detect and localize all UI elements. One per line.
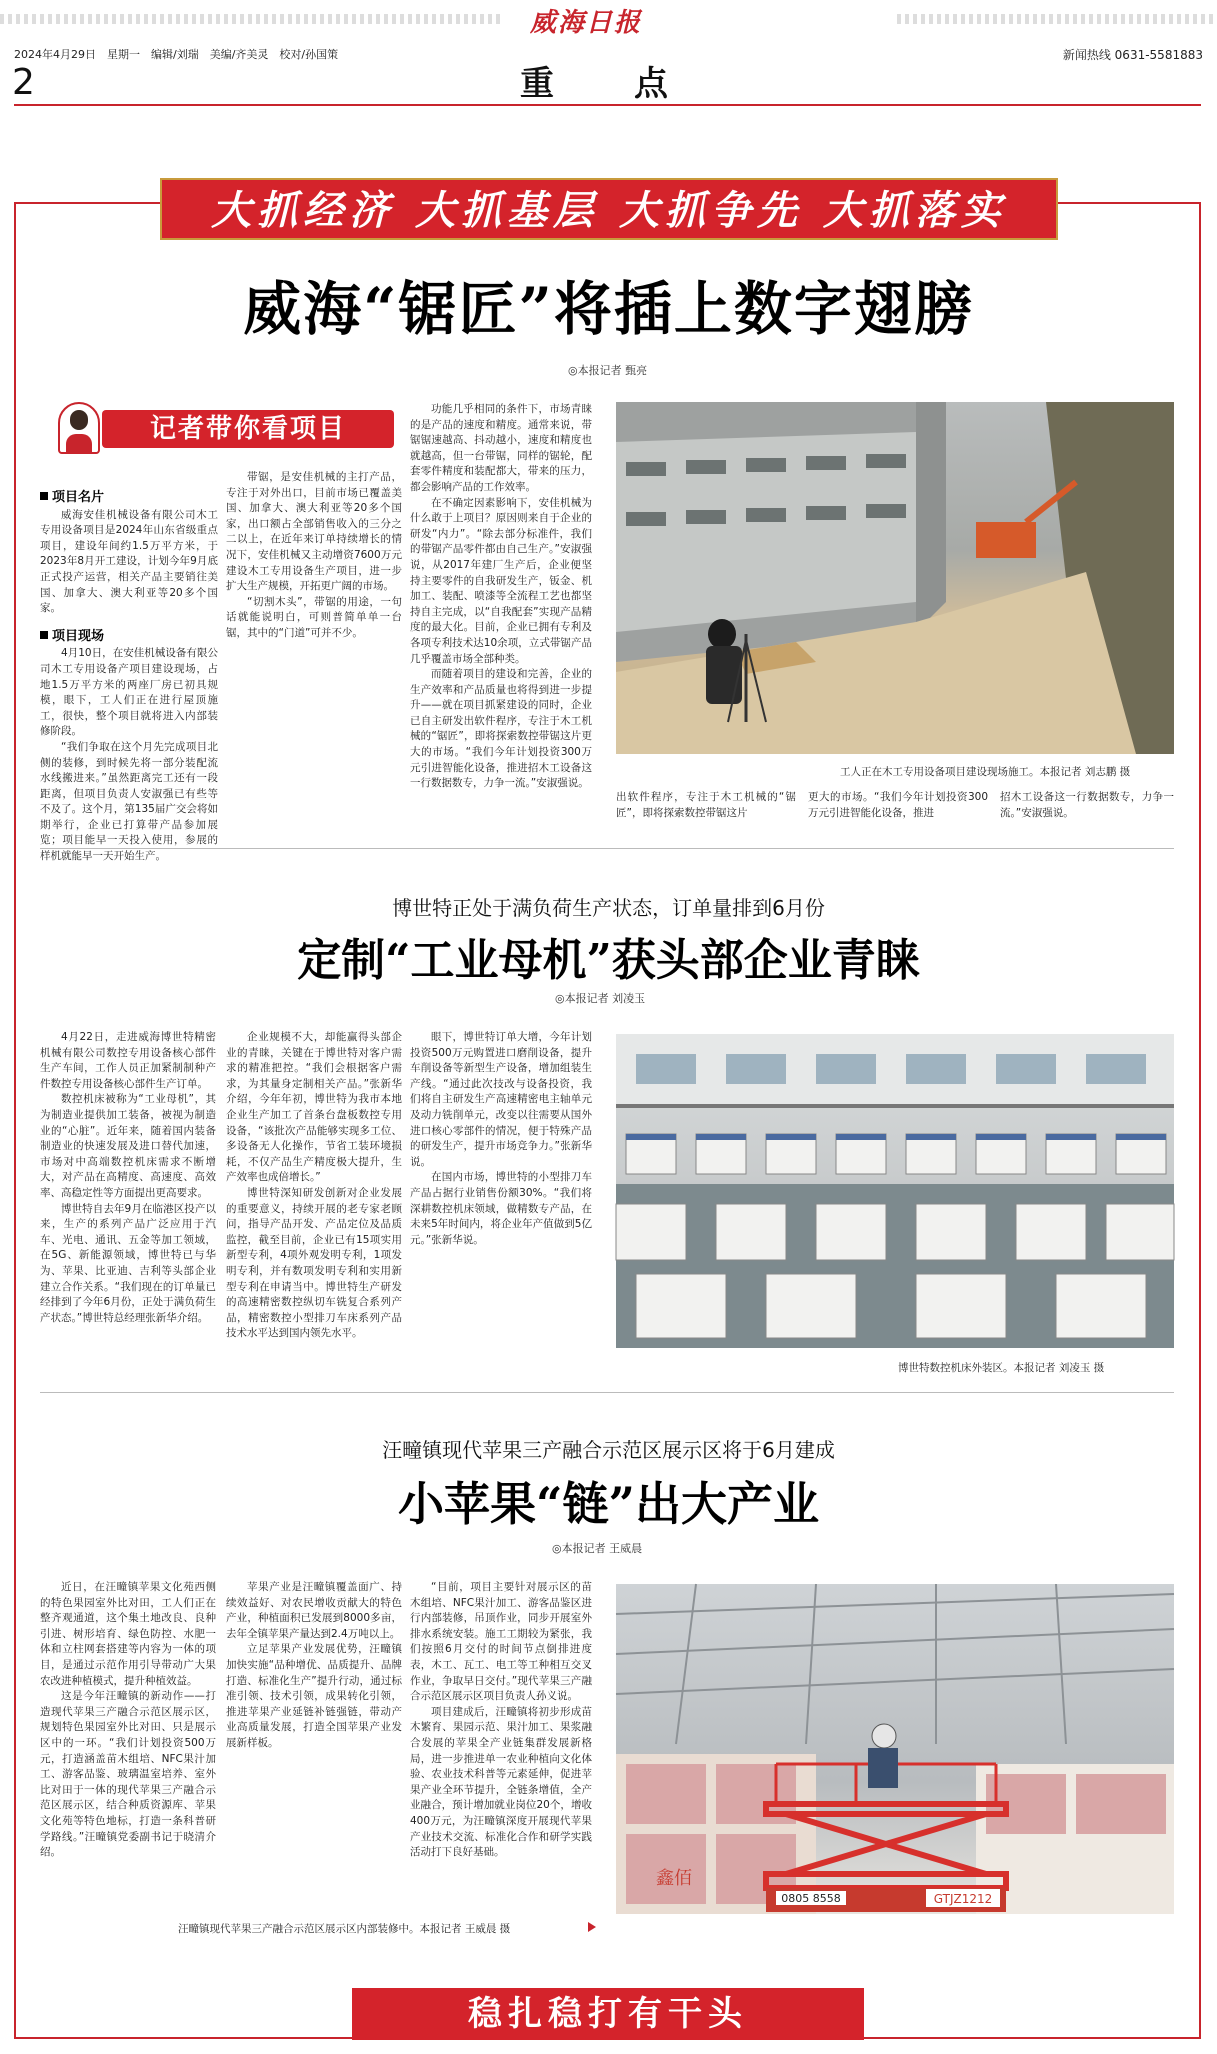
lift-phone-text: 0805 8558: [781, 1892, 841, 1905]
project-name-heading: 项目名片: [52, 490, 105, 505]
construction-site-drawing: [616, 402, 1174, 754]
article3-col1: [40, 1580, 216, 1906]
bottom-slogan-banner: 稳扎稳打有干头: [352, 1988, 864, 2040]
reporter-badge: [40, 402, 400, 454]
article1-col3: [410, 402, 592, 830]
corner-pattern-right: [897, 14, 1217, 24]
reporter-badge-label: 记者带你看项目: [102, 410, 394, 448]
paragraph: 功能几乎相同的条件下，市场青睐的是产品的速度和精度。通常来说，带锯锯速越高、抖动越小，速度和精度也就越高，但一台带锯，同样的锯轮，配套零件精度和装配都大，带来的压力，都会影响产品的工作效率。: [410, 403, 592, 493]
paragraph: “我们争取在这个月先完成项目北侧的装修，到时候先将一部分装配流水线搬进来。”虽然距离完工还有一段距离，但项目负责人安淑强已有些等不及了。这个月，第135届广交会将如期举行，企业已打算带产品参加展览；项目能早一天投入使用，参展的样机就能早一天开始生产。: [40, 740, 218, 863]
article3-photo-caption: 汪疃镇现代苹果三产融合示范区展示区内部装修中。本报记者 王威晨 摄: [178, 1923, 511, 1935]
paragraph: 博世特深知研发创新对企业发展的重要意义，持续开展的老专家老顾问，指导产品开发、产品定位及品质监控，截至目前，企业已有15项实用新型专利，4项外观发明专利，1项发明专利，并有数项发明专利和实用新型专利在申请当中。博世特生产研发的高速精密数控纵切车铣复合系列产品，精密数控小型排刀车床系列产品技术水平达到国内领先水平。: [226, 1186, 402, 1340]
date-line: 2024年4月29日 星期一 编辑/刘瑞 美编/齐美灵 校对/孙国策: [14, 48, 339, 61]
paragraph: 4月10日，在安佳机械设备有限公司木工专用设备产项目建设现场，占地1.5万平方米的两座厂房已初具规模，眼下，工人们正在进行屋顶施工，很快，整个项目就将进入内部装修阶段。: [40, 647, 218, 738]
article1-byline: ◎本报记者 甄亮: [568, 364, 648, 377]
construction-site-photo: [616, 402, 1174, 754]
article3-kicker: 汪疃镇现代苹果三产融合示范区展示区将于6月建成: [382, 1438, 835, 1462]
divider: [40, 848, 1174, 849]
caption-arrow-icon: [588, 1922, 596, 1932]
article2-title: 定制“工业母机”获头部企业青睐: [297, 935, 920, 986]
paragraph: 项目建成后，汪疃镇将初步形成苗木繁育、果园示范、果汁加工、果浆融合发展的苹果全产业链集群发展新格局，进一步推进单一农业种植向文化体验、农业技术科普等元素延伸，促进苹果产业全环节提升，全链条增值，全产业融合，预计增加就业岗位20个，增收400万元，为汪疃镇深度开展现代苹果产业技术交流、标准化合作和研学实践活动打下良好基础。: [410, 1705, 592, 1859]
page-number: 2: [12, 62, 35, 103]
paragraph: 在不确定因素影响下，安佳机械为什么敢于上项目？原因则来自于企业的研发“内力”。“除去部分标准件，我们的带锯产品零件都由自己生产。”安淑强说，从2017年建厂生产后，企业便坚持主要零件的自我研发生产，钣金、机加工、装配、喷漆等全流程工艺也都坚持自主完成，以“自我配套”实现产品精度的最大化。目前，企业已拥有专利及各项专利技术达10余项，立式带锯产品几乎覆盖市场全部种类。: [410, 496, 592, 665]
divider: [40, 1392, 1174, 1393]
paragraph: 立足苹果产业发展优势，汪疃镇加快实施“品种增优、品质提升、品牌打造、标准化生产”提升行动，通过标准引领、技术引领，成果转化引领，推进苹果产业延链补链强链，带动产业高质量发展，打造全国苹果产业发展新样板。: [226, 1643, 402, 1749]
masthead-rule: [14, 104, 1201, 106]
paragraph: 博世特自去年9月在临港区投产以来，生产的系列产品广泛应用于汽车、光电、通讯、五金等加工领域，在5G、新能源领域，博世特已与华为、苹果、比亚迪、吉利等头部企业建立合作关系。“我们现在的订单量已经排到了今年6月份，正处于满负荷生产状态。”博世特总经理张新华介绍。: [40, 1202, 216, 1324]
article2-col3: [410, 1030, 592, 1380]
article1-col2: [226, 470, 402, 830]
article3-col3: [410, 1580, 592, 1906]
paragraph: “目前，项目主要针对展示区的苗木组培、NFC果汁加工、游客品鉴区进行内部装修，吊顶作业，同步开展室外排水系统安装。施工工期较为紧张，我们按照6月交付的时间节点倒排进度表，木工、瓦工、电工等工种相互交叉作业，争取早日交付。”现代苹果三产融合示范区展示区项目负责人孙义说。: [410, 1581, 592, 1703]
paragraph: “切割木头”，带锯的用途，一句话就能说明白，可则普简单单一台锯，其中的“门道”可并不少。: [226, 595, 402, 639]
apple-demo-zone-photo: [616, 1584, 1174, 1914]
article1-title: 威海“锯匠”将插上数字翅膀: [243, 275, 974, 343]
article2-col1: [40, 1030, 216, 1380]
paragraph: 企业规模不大，却能赢得头部企业的青睐，关键在于博世特对客户需求的精准把控。“我们会根据客户需求，为其量身定制相关产品。”张新华介绍，今年年初，博世特为我市本地企业生产加工了首条台盘板数控专用设备，“该批次产品能够实现多工位、多设备无人化操作，节省工装环境损耗，不仅产品生产精度极大提升，生产效率也成倍增长。”: [226, 1031, 402, 1184]
lift-brand-text: 鑫佰: [656, 1868, 692, 1889]
article1-photo-caption: 工人正在木工专用设备项目建设现场施工。本报记者 刘志鹏 摄: [840, 766, 1131, 778]
article1-tail2: 更大的市场。“我们今年计划投资300万元引进智能化设备，推进: [808, 791, 988, 819]
article2-kicker: 博世特正处于满负荷生产状态，订单量排到6月份: [392, 896, 825, 920]
paragraph: 4月22日，走进威海博世特精密机械有限公司数控专用设备核心部件生产车间，工作人员正加紧制制种产件数控专用设备核心部件生产订单。: [40, 1031, 216, 1090]
article1-tail3: 招木工设备这一行数据数专，力争一流。”安淑强说。: [1000, 791, 1174, 819]
newspaper-logo: 威海日报: [530, 8, 643, 38]
article3-title: 小苹果“链”出大产业: [398, 1477, 819, 1531]
paragraph: 这是今年汪疃镇的新动作——打造现代苹果三产融合示范区展示区，规划特色果园室外比对田、只是展示区中的一环。“我们计划投资500万元，打造涵盖苗木组培、NFC果汁加工、游客品鉴、玻璃温室培养、室外比对田于一体的现代苹果三产融合示范区展示区，结合种质资源库、苹果文化苑等特色地标，打造一条科普研学路线。”汪疃镇党委副书记于晓清介绍。: [40, 1690, 216, 1859]
paragraph: 眼下，博世特订单大增，今年计划投资500万元购置进口磨削设备，提升车削设备等新型生产设备，增加组装生产线。“通过此次技改与设备投资，我们将自主研发生产高速精密电主轴单元及动力铣削单元，改变以往需要从国外进口核心零部件的情况，便于特殊产品的研发生产，提升市场竞争力。”张新华说。: [410, 1031, 592, 1168]
article3-col2: [226, 1580, 402, 1906]
paragraph: 数控机床被称为“工业母机”，其为制造业提供加工装备，被视为制造业的“心脏”。近年来，随着国内装备制造业的快速发展及进口替代加速，市场对中高端数控机床需求不断增大，对产品在高精度、高速度、高效率、高稳定性等方面提出更高要求。: [40, 1093, 216, 1199]
article1-tail1: 出软件程序，专注于木工机械的“锯匠”，即将探索数控带锯这片: [616, 791, 796, 819]
project-site-heading: 项目现场: [52, 628, 105, 644]
reporter-avatar-icon: [58, 402, 100, 454]
lift-model-text: GTJZ1212: [933, 1892, 993, 1906]
section-title: 重 点: [520, 64, 672, 104]
paragraph: 在国内市场，博世特的小型排刀车产品占据行业销售份额30%。“我们将深耕数控机床领域，做精数专产品，在未来5年时间内，将企业年产值做到5亿元。”张新华说。: [410, 1171, 592, 1246]
article3-byline: ◎本报记者 王威晨: [552, 1542, 643, 1555]
cnc-machine-hall-drawing: [616, 1034, 1174, 1348]
hotline: 新闻热线 0631-5581883: [1062, 48, 1203, 62]
article1-col1: [40, 484, 218, 863]
article2-photo-caption: 博世特数控机床外装区。本报记者 刘凌玉 摄: [898, 1362, 1105, 1374]
paragraph: 苹果产业是汪疃镇覆盖面广、持续效益好、对农民增收贡献大的特色产业，种植面积已发展到8000多亩，去年全镇苹果产量达到2.4万吨以上。: [226, 1581, 402, 1640]
cnc-machine-hall-photo: [616, 1034, 1174, 1348]
article2-byline: ◎本报记者 刘凌玉: [555, 992, 646, 1005]
article2-col2: [226, 1030, 402, 1380]
paragraph: 近日，在汪疃镇苹果文化苑西侧的特色果园室外比对田，工人们正在整齐观通道，这个集土地改良、良种引进、树形培育、绿色防控、水肥一体和立柱网套搭建等内容为一体的项目，是通过示范作用引导带动广大果农改进种植模式，提升种植效益。: [40, 1581, 216, 1687]
paragraph: 带锯，是安佳机械的主打产品，专注于对外出口，目前市场已覆盖美国、加拿大、澳大利亚等20多个国家，出口额占全部销售收入的三分之二以上，在近年来订单持续增长的情况下，安佳机械又主动增资7600万元建设木工专用设备生产项目，进一步扩大生产规模，开拓更广阔的市场。: [226, 471, 402, 593]
apple-demo-zone-drawing: [616, 1584, 1174, 1914]
slogan-banner: 大抓经济 大抓基层 大抓争先 大抓落实: [160, 178, 1058, 240]
paragraph: 威海安佳机械设备有限公司木工专用设备项目是2024年山东省级重点项目，建设年间约1.5万平方米，于2023年8月开工建设，计划今年9月底正式投产运营，相关产品主要销往美国、加拿大、澳大利亚等20多个国家。: [40, 508, 218, 615]
corner-pattern: [0, 14, 500, 24]
paragraph: 而随着项目的建设和完善，企业的生产效率和产品质量也将得到进一步提升——就在项目抓紧建设的同时，企业已自主研发出软件程序，专注于木工机械的“锯匠”，即将探索数控带锯这片更大的市场。“我们今年计划投资300万元引进智能化设备，推进招木工设备这一行数据数专，力争一流。”安淑强说。: [410, 668, 592, 790]
